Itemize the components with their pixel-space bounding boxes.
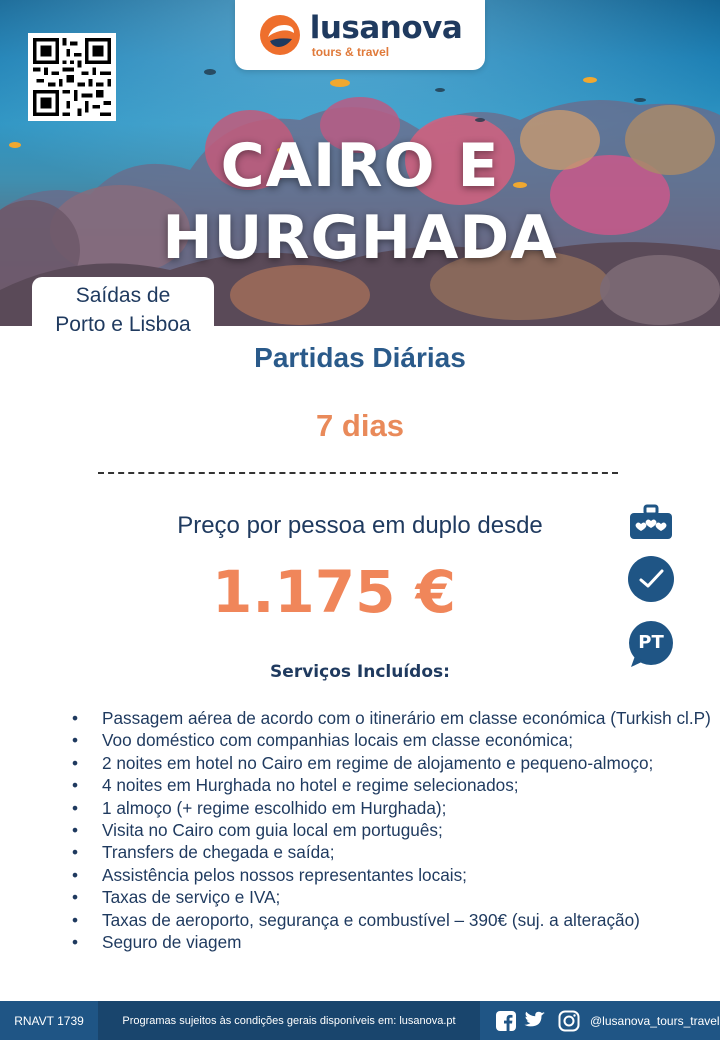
qr-code[interactable] xyxy=(28,33,116,121)
frequency-heading: Partidas Diárias xyxy=(254,342,466,373)
title-line-1: CAIRO E xyxy=(220,131,500,201)
departures-line-2: Porto e Lisboa xyxy=(55,313,191,336)
terms-link[interactable]: Programas sujeitos às condições gerais disponíveis em: lusanova.pt xyxy=(98,1001,480,1040)
list-item: • Taxas de serviço e IVA; xyxy=(72,886,712,908)
price-label: Preço por pessoa em duplo desde xyxy=(177,512,543,539)
page-title xyxy=(0,130,720,274)
services-title: Serviços Incluídos: xyxy=(270,662,450,682)
instagram-icon[interactable] xyxy=(558,1010,580,1032)
twitter-icon[interactable] xyxy=(522,1011,546,1031)
list-item: • 1 almoço (+ regime escolhido em Hurghada); xyxy=(72,797,712,819)
facebook-icon[interactable] xyxy=(496,1011,516,1031)
lusanova-logo-icon xyxy=(258,13,302,57)
departures-box xyxy=(32,277,214,339)
footer xyxy=(0,1001,720,1040)
language-label: PT xyxy=(638,632,664,653)
list-item: • Voo doméstico com companhias locais em classe económica; xyxy=(72,729,712,751)
services-list xyxy=(72,707,712,953)
duration-heading: 7 dias xyxy=(316,408,404,443)
departures-line-1: Saídas de xyxy=(75,284,171,307)
social-handle[interactable]: @lusanova_tours_travel xyxy=(590,1013,720,1028)
list-item: • Passagem aérea de acordo com o itinerário em classe económica (Turkish cl.P) xyxy=(72,707,712,729)
price-value: 1.175 € xyxy=(211,558,456,626)
language-badge xyxy=(627,620,675,668)
list-item: • Assistência pelos nossos representantes locais; xyxy=(72,864,712,886)
brand-tagline: tours & travel xyxy=(311,44,390,59)
title-line-2: HURGHADA xyxy=(162,203,558,273)
brand-logo[interactable] xyxy=(235,0,485,70)
license-number: RNAVT 1739 xyxy=(14,1013,84,1028)
qr-code-icon xyxy=(33,38,111,116)
list-item: • Taxas de aeroporto, segurança e combustível – 390€ (suj. a alteração) xyxy=(72,909,712,931)
social-links xyxy=(480,1010,720,1032)
dashed-divider xyxy=(98,472,618,474)
suitcase-hearts-icon xyxy=(627,502,675,550)
check-circle-icon xyxy=(627,555,675,603)
list-item: • Visita no Cairo com guia local em português; xyxy=(72,819,712,841)
list-item: • Transfers de chegada e saída; xyxy=(72,841,712,863)
list-item: • 2 noites em hotel no Cairo em regime de alojamento e pequeno-almoço; xyxy=(72,752,712,774)
list-item: • Seguro de viagem xyxy=(72,931,712,953)
brand-name: lusanova xyxy=(309,9,463,46)
list-item: • 4 noites em Hurghada no hotel e regime selecionados; xyxy=(72,774,712,796)
